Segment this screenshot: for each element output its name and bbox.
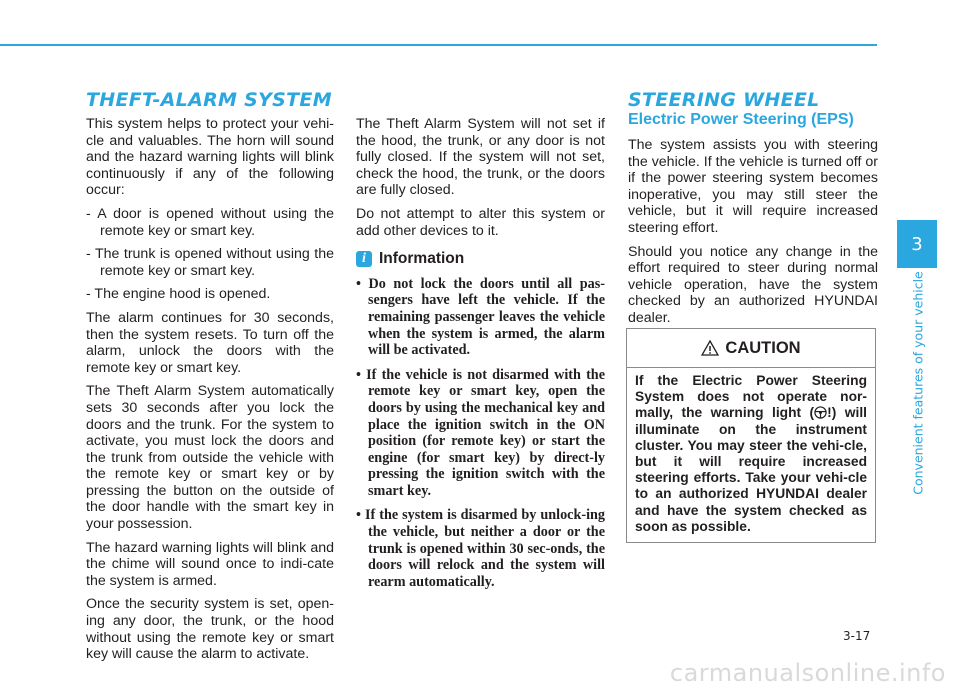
caution-text-start: If the Electric Power Steering System does not operate nor-mally, the warning light ( (635, 373, 867, 421)
information-label: Information (379, 250, 465, 268)
watermark (0, 655, 960, 689)
paragraph: The alarm continues for 30 seconds, then the system resets. To turn off the alarm, unlock the doors with the remote key or smart key. (86, 309, 334, 376)
list-item: - The engine hood is opened. (86, 286, 271, 303)
information-header (356, 251, 605, 268)
right-column (628, 137, 878, 334)
caution-box (626, 328, 876, 543)
chapter-title-text: Convenient features of your vehicle (910, 270, 926, 495)
list-item: - The trunk is opened without using the remote key or smart key. (86, 246, 334, 279)
list-item: • If the system is disarmed by unlock-ing the vehicle, but neither a door or the trunk is opened within 30 sec-onds, the doors will relock and the system will rearm automatically. (356, 507, 605, 590)
top-rule (0, 44, 877, 46)
info-icon: i (356, 251, 372, 267)
paragraph: This system helps to protect your vehi-cle and valuables. The horn will sound and the hazard warning lights will blink continuously if any of the following occur: (86, 116, 334, 199)
list-item: • If the vehicle is not disarmed with the remote key or smart key, open the doors by using the mechanical key and place the ignition switch in the ON position (for remote key) or start the engine (for smart key) by direct-ly pressing the ignition switch with the smart key. (356, 366, 605, 499)
paragraph: The hazard warning lights will blink and the chime will sound once to indi-cate the system is armed. (86, 539, 334, 589)
caution-text (635, 373, 867, 535)
steering-wheel-heading: STEERING WHEEL (628, 89, 820, 111)
caution-header (627, 329, 875, 367)
steering-warning-icon (814, 406, 827, 419)
list-item: • Do not lock the doors until all pas-sengers have left the vehicle. If the remaining passenger leaves the vehicle when the system is armed, the alarm will be activated. (356, 275, 605, 359)
list-item: - A door is opened without using the remote key or smart key. (86, 205, 334, 239)
paragraph: Do not attempt to alter this system or add other devices to it. (356, 205, 605, 239)
warning-triangle-icon (701, 340, 719, 356)
paragraph: The Theft Alarm System will not set if the hood, the trunk, or any door is not fully closed. If the system will not set, check the hood, the trunk, or the doors are fully closed. (356, 116, 605, 199)
theft-alarm-heading: THEFT-ALARM SYSTEM (86, 89, 332, 111)
caution-text-end: !) will illuminate on the instrument cluster. You may steer the vehi-cle, but it will require increased steering efforts. Take your vehi-cle to an authorized HYUNDAI dealer and have the system checked as soon as possible. (635, 405, 867, 534)
paragraph: The system assists you with steering the vehicle. If the vehicle is turned off or if the power steering system becomes inoperative, you may still steer the vehicle, but it will require increased steering effort. (628, 137, 878, 236)
watermark-text: carmanualsonline.info (669, 659, 946, 687)
left-column (86, 116, 334, 670)
eps-subheading: Electric Power Steering (EPS) (628, 111, 854, 128)
chapter-title (911, 270, 925, 495)
paragraph: Once the security system is set, open-ing any door, the trunk, or the hood without using the remote key or smart key will cause the alarm to activate. (86, 596, 334, 663)
caution-title: CAUTION (725, 338, 801, 357)
middle-column (356, 116, 605, 598)
chapter-tab: 3 (897, 220, 937, 268)
paragraph: The Theft Alarm System automatically sets 30 seconds after you lock the doors and the trunk. For the system to activate, you must lock the doors and the trunk from outside the vehicle with the remote key or smart key or by pressing the button on the outside of the door handle with the smart key in your possession. (86, 383, 334, 533)
caution-divider (627, 367, 875, 368)
information-list (356, 276, 605, 591)
paragraph: Should you notice any change in the effort required to steer during normal vehicle operation, have the system checked by an authorized HYUNDAI dealer. (628, 243, 878, 326)
page-number: 3-17 (843, 629, 871, 643)
